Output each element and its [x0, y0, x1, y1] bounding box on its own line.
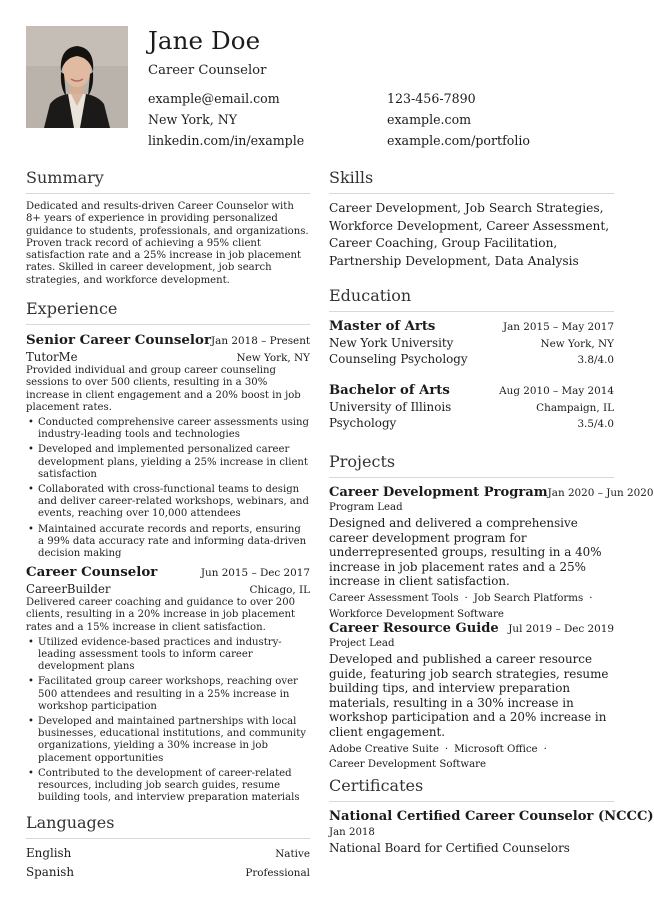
education-entry	[329, 383, 614, 430]
education-location: Champaign, IL	[536, 402, 614, 414]
languages-divider	[26, 838, 310, 839]
experience-entry	[26, 564, 310, 804]
project-dates: Jul 2019 – Dec 2019	[508, 623, 614, 635]
language-item	[26, 864, 310, 883]
project-tools	[329, 591, 614, 622]
tool-separator: ·	[464, 592, 468, 604]
certificate-date: Jan 2018	[329, 827, 375, 838]
contact-email[interactable]: example@email.com	[148, 91, 280, 106]
job-location: New York, NY	[236, 352, 310, 364]
language-name: English	[26, 846, 72, 860]
education-degree: Master of Arts	[329, 319, 436, 334]
profile-photo	[26, 26, 128, 128]
certificates-heading: Certificates	[329, 776, 424, 795]
job-title: Senior Career Counselor	[26, 332, 211, 348]
skills-line: Career Coaching, Group Facilitation,	[329, 236, 558, 251]
job-bullet: • Maintained accurate records and reports, ensuring a 99% data accuracy rate and informing data-driven decision making	[26, 524, 310, 561]
project-dates: Jan 2020 – Jun 2020	[547, 487, 654, 499]
job-summary: Delivered career coaching and guidance to over 200 clients, resulting in a 20% increase in job placement rates and a 15% increase in client satisfaction.	[26, 597, 296, 633]
experience-divider	[26, 324, 310, 325]
education-gpa: 3.8/4.0	[577, 354, 614, 366]
job-bullet: • Developed and implemented personalized career development plans, yielding a 25% increase in client satisfaction	[26, 444, 310, 481]
summary-text: Dedicated and results-driven Career Counselor with 8+ years of experience in providing personalized guidance to students, professionals, and organizations. Proven track record of achieving a 95% client satisfaction rate and a 25% increase in job placement rates. Skilled in career development, job search strategies, and workforce development.	[26, 201, 309, 286]
candidate-name: Jane Doe	[148, 26, 261, 55]
job-dates: Jun 2015 – Dec 2017	[200, 567, 310, 579]
projects-heading: Projects	[329, 452, 396, 471]
job-bullets	[26, 637, 310, 805]
project-tool: Microsoft Office	[454, 743, 538, 755]
education-entry	[329, 319, 614, 366]
education-school: New York University	[329, 336, 454, 350]
summary-divider	[26, 193, 310, 194]
education-dates: Aug 2010 – May 2014	[499, 385, 614, 397]
project-title: Career Development Program	[329, 485, 548, 500]
language-name: Spanish	[26, 864, 75, 879]
skills-line: Workforce Development, Career Assessment,	[329, 218, 610, 233]
tool-separator: ·	[589, 592, 593, 604]
job-bullet: • Contributed to the development of career-related resources, including job search guides, resume building tools, and interview preparation materials	[26, 768, 310, 805]
skills-heading: Skills	[329, 168, 374, 187]
contact-phone[interactable]: 123-456-7890	[387, 91, 476, 106]
profile-photo-image	[26, 26, 128, 128]
job-company: CareerBuilder	[26, 582, 111, 596]
job-company: TutorMe	[26, 350, 78, 364]
job-summary: Provided individual and group career counseling sessions to over 500 clients, resulting in a 30% increase in client engagement and a 20% boost in job placement rates.	[26, 365, 301, 413]
experience-entry	[26, 332, 310, 560]
project-description: Designed and delivered a comprehensive career development program for underrepresented groups, resulting in a 40% increase in job placement rates and a 25% increase in client satisfaction.	[329, 516, 602, 589]
skills-line: Partnership Development, Data Analysis	[329, 253, 579, 268]
candidate-title: Career Counselor	[148, 63, 267, 78]
contact-location: New York, NY	[148, 112, 238, 127]
job-location: Chicago, IL	[249, 584, 310, 596]
languages-heading: Languages	[26, 813, 115, 832]
education-dates: Jan 2015 – May 2017	[502, 321, 614, 333]
job-bullet: • Conducted comprehensive career assessments using industry-leading tools and technologies	[26, 417, 310, 441]
project-tool: Workforce Development Software	[329, 608, 504, 620]
contact-linkedin[interactable]: linkedin.com/in/example	[148, 133, 305, 148]
project-entry	[329, 621, 614, 773]
education-gpa: 3.5/4.0	[577, 418, 614, 430]
education-divider	[329, 311, 614, 312]
skills-divider	[329, 193, 614, 194]
project-tool: Job Search Platforms	[473, 592, 584, 604]
languages-list	[26, 845, 310, 882]
experience-heading: Experience	[26, 299, 118, 318]
tool-separator: ·	[543, 743, 547, 755]
project-role: Program Lead	[329, 502, 403, 513]
project-title: Career Resource Guide	[329, 621, 499, 636]
certificate-entry	[329, 809, 654, 855]
contact-website[interactable]: example.com	[387, 112, 472, 127]
project-tools	[329, 742, 614, 773]
certificate-title: National Certified Career Counselor (NCCC)	[329, 809, 654, 824]
education-location: New York, NY	[540, 338, 614, 350]
education-field: Psychology	[329, 416, 397, 430]
project-tool: Career Development Software	[329, 759, 487, 771]
education-degree: Bachelor of Arts	[329, 383, 450, 398]
education-school: University of Illinois	[329, 400, 452, 414]
job-bullets	[26, 417, 310, 560]
job-dates: Jan 2018 – Present	[211, 335, 311, 347]
job-bullet: • Developed and maintained partnerships with local businesses, educational institutions, and community organizations, yielding a 30% increase in job placement opportunities	[26, 716, 310, 765]
summary-heading: Summary	[26, 168, 104, 187]
project-tool: Career Assessment Tools	[329, 592, 459, 604]
education-field: Counseling Psychology	[329, 352, 468, 366]
job-bullet: • Utilized evidence-based practices and industry-leading assessment tools to inform career development plans	[26, 637, 310, 674]
certificates-divider	[329, 801, 614, 802]
job-title: Career Counselor	[26, 564, 158, 580]
skills-line: Career Development, Job Search Strategies,	[329, 201, 604, 215]
project-tool: Adobe Creative Suite	[329, 743, 439, 755]
certificate-issuer: National Board for Certified Counselors	[329, 841, 570, 855]
language-level: Native	[275, 848, 310, 860]
education-heading: Education	[329, 286, 412, 305]
tool-separator: ·	[444, 743, 449, 755]
contact-portfolio[interactable]: example.com/portfolio	[387, 133, 530, 148]
language-item	[26, 845, 310, 864]
skills-list	[329, 200, 614, 270]
projects-divider	[329, 477, 614, 478]
language-level: Professional	[245, 866, 310, 879]
project-description: Developed and published a career resource guide, featuring job search strategies, resume building tips, and interview preparation materials, resulting in a 30% increase in workshop participation and a 20% increase in client engagement.	[329, 652, 609, 739]
job-bullet: • Collaborated with cross-functional teams to design and deliver career-related workshops, webinars, and events, reaching over 10,000 attendees	[26, 484, 310, 521]
project-entry	[329, 485, 654, 622]
job-bullet: • Facilitated group career workshops, reaching over 500 attendees and resulting in a 25% increase in workshop participation	[26, 676, 310, 713]
project-role: Project Lead	[329, 638, 395, 649]
